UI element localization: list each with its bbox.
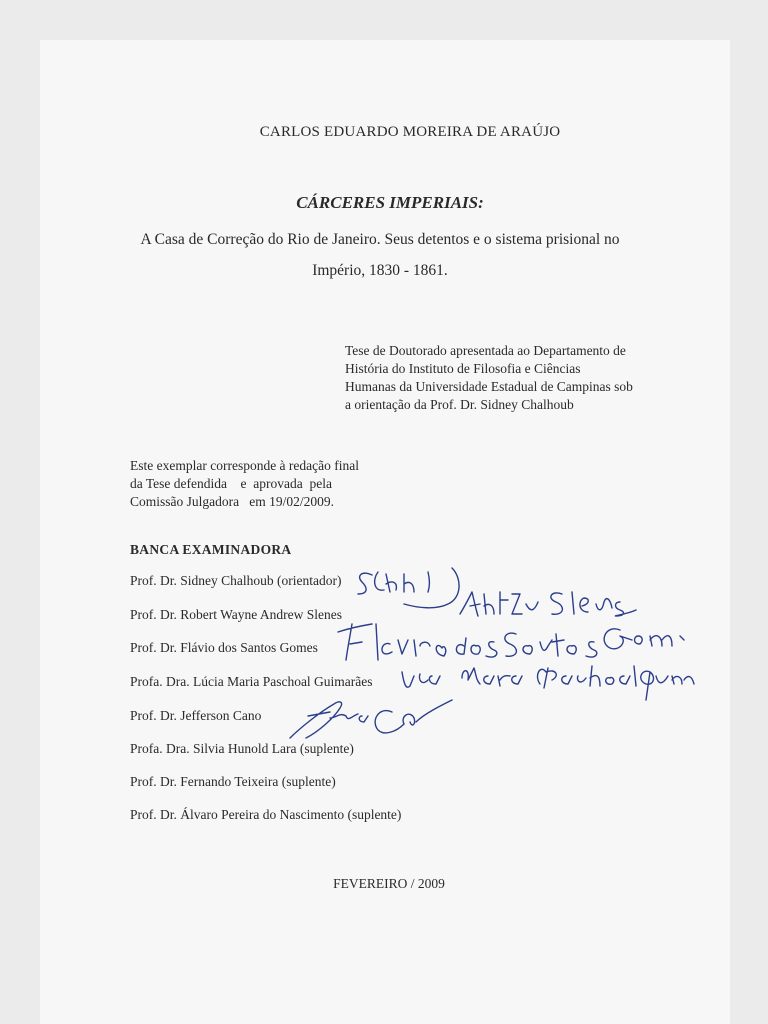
copy-note-line: Este exemplar corresponde à redação final	[130, 458, 360, 473]
thesis-title: CÁRCERES IMPERIAIS:	[296, 193, 484, 212]
committee-member: Prof. Dr. Robert Wayne Andrew Slenes	[130, 607, 343, 622]
thesis-subtitle-line-2: Império, 1830 - 1861.	[312, 262, 448, 279]
thesis-note-line: a orientação da Prof. Dr. Sidney Chalhoub	[345, 397, 574, 412]
thesis-note-line: Tese de Doutorado apresentada ao Departamento de	[345, 343, 626, 358]
copy-note-line: da Tese defendida e aprovada pela	[130, 476, 332, 491]
committee-member: Profa. Dra. Lúcia Maria Paschoal Guimarães	[130, 674, 373, 689]
committee-member: Prof. Dr. Jefferson Cano	[130, 708, 262, 723]
committee-member: Profa. Dra. Silvia Hunold Lara (suplente)	[130, 741, 354, 756]
committee-member: Prof. Dr. Flávio dos Santos Gomes	[130, 640, 318, 655]
copy-note-line: Comissão Julgadora em 19/02/2009.	[130, 494, 334, 509]
committee-member: Prof. Dr. Fernando Teixeira (suplente)	[130, 774, 336, 789]
thesis-presentation-note	[345, 342, 650, 414]
author-name: CARLOS EDUARDO MOREIRA DE ARAÚJO	[259, 124, 561, 140]
final-copy-note	[130, 457, 388, 511]
committee-heading: BANCA EXAMINADORA	[130, 542, 292, 557]
committee-member: Prof. Dr. Álvaro Pereira do Nascimento (suplente)	[130, 807, 402, 822]
submission-date: FEVEREIRO / 2009	[333, 876, 445, 891]
committee-member: Prof. Dr. Sidney Chalhoub (orientador)	[130, 573, 342, 588]
thesis-note-line: História do Instituto de Filosofia e Ciências	[345, 361, 581, 376]
thesis-note-line: Humanas da Universidade Estadual de Campinas sob	[345, 379, 633, 394]
thesis-subtitle-line-1: A Casa de Correção do Rio de Janeiro. Seus detentos e o sistema prisional no	[140, 231, 620, 248]
